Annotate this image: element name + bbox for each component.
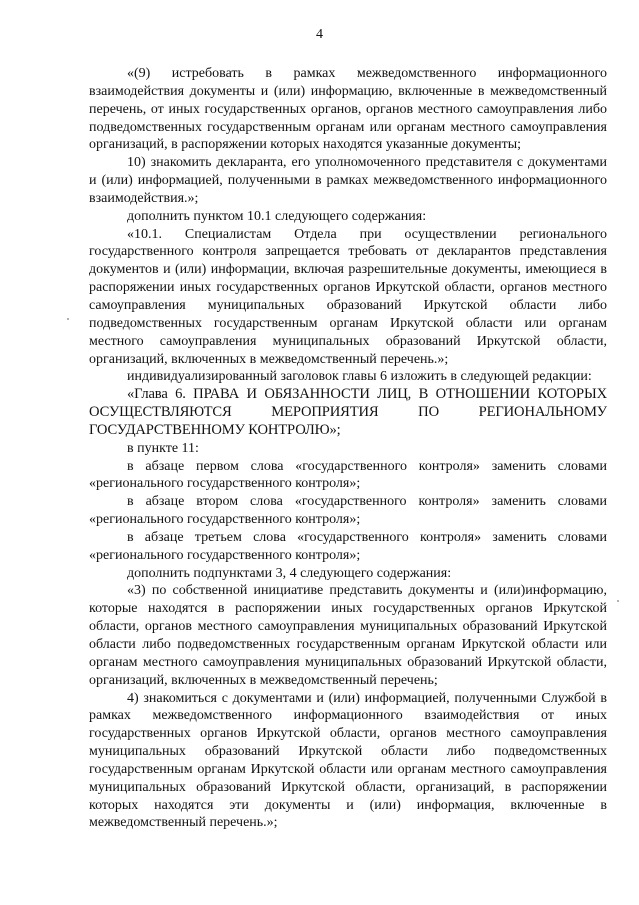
paragraph-item-10: 10) знакомить декларанта, его уполномоченного представителя с документами и (или) информацией, полученными в рамках межведомственного информационного взаимодействия.»; — [89, 155, 607, 206]
paragraph-add-10-1-intro: дополнить пунктом 10.1 следующего содержания: — [127, 208, 427, 224]
paragraph-point-11-second: в абзаце втором слова «государственного контроля» заменить словами «регионального государственного контроля»; — [89, 494, 607, 528]
paragraph-chapter-6-intro: индивидуализированный заголовок главы 6 изложить в следующей редакции: — [127, 369, 592, 385]
paragraph-item-9: «(9) истребовать в рамках межведомственного информационного взаимодействия документы и (или) информацию, включенные в межведомственный перечень, от иных государственных органов, органов местного самоуправления либо подведомственных государственным органам или органам местного самоуправления организаций, в распоряжении которых находятся указанные документы; — [89, 66, 607, 153]
paragraph-point-11-first: в абзаце первом слова «государственного контроля» заменить словами «регионального государственного контроля»; — [89, 458, 607, 492]
paragraph-subpoint-3: «3) по собственной инициативе представить документы и (или)информацию, которые находятся в распоряжении иных государственных органов Иркутской области, органов местного самоуправления муниципальных образований Иркутской области либо подведомственных государственным органам Иркутской области или органам местного самоуправления муниципальных образований Иркутской области, организаций, включенных в межведомственный перечень; — [89, 583, 607, 688]
scan-speck — [67, 318, 69, 320]
page-number: 4 — [316, 27, 323, 42]
paragraph-point-11-intro: в пункте 11: — [127, 440, 199, 456]
paragraph-point-11-third: в абзаце третьем слова «государственного контроля» заменить словами «регионального государственного контроля»; — [89, 529, 607, 563]
paragraph-subpoint-4: 4) знакомиться с документами и (или) информацией, полученными Службой в рамках межведомственного информационного взаимодействия от иных государственных органов Иркутской области, органов местного самоуправления муниципальных образований Иркутской области либо подведомственных государственным органам Иркутской области или органам местного самоуправления муниципальных образований Иркутской области, организаций, в распоряжении которых находятся эти документы и (или) информация, включенные в межведомственный перечень.»; — [89, 690, 607, 831]
paragraph-item-10-1: «10.1. Специалистам Отдела при осуществлении регионального государственного контроля запрещается требовать от декларантов представления документов и (или) информации, включая разрешительные документы, имеющиеся в распоряжении иных государственных органов Иркутской области, органов местного самоуправления муниципальных образований Иркутской области либо подведомственных государственным органам Иркутской области или органам местного самоуправления муниципальных образований Иркутской области, организаций, включенных в межведомственный перечень.»; — [89, 226, 607, 367]
document-body — [89, 65, 607, 832]
paragraph-chapter-6-title: «Глава 6. ПРАВА И ОБЯЗАННОСТИ ЛИЦ, В ОТНОШЕНИИ КОТОРЫХ ОСУЩЕСТВЛЯЮТСЯ МЕРОПРИЯТИЯ ПО РЕГИОНАЛЬНОМУ ГОСУДАРСТВЕННОМУ КОНТРОЛЮ»; — [89, 386, 607, 438]
paragraph-add-subpoints-intro: дополнить подпунктами 3, 4 следующего содержания: — [127, 565, 452, 581]
scan-speck — [617, 600, 619, 602]
